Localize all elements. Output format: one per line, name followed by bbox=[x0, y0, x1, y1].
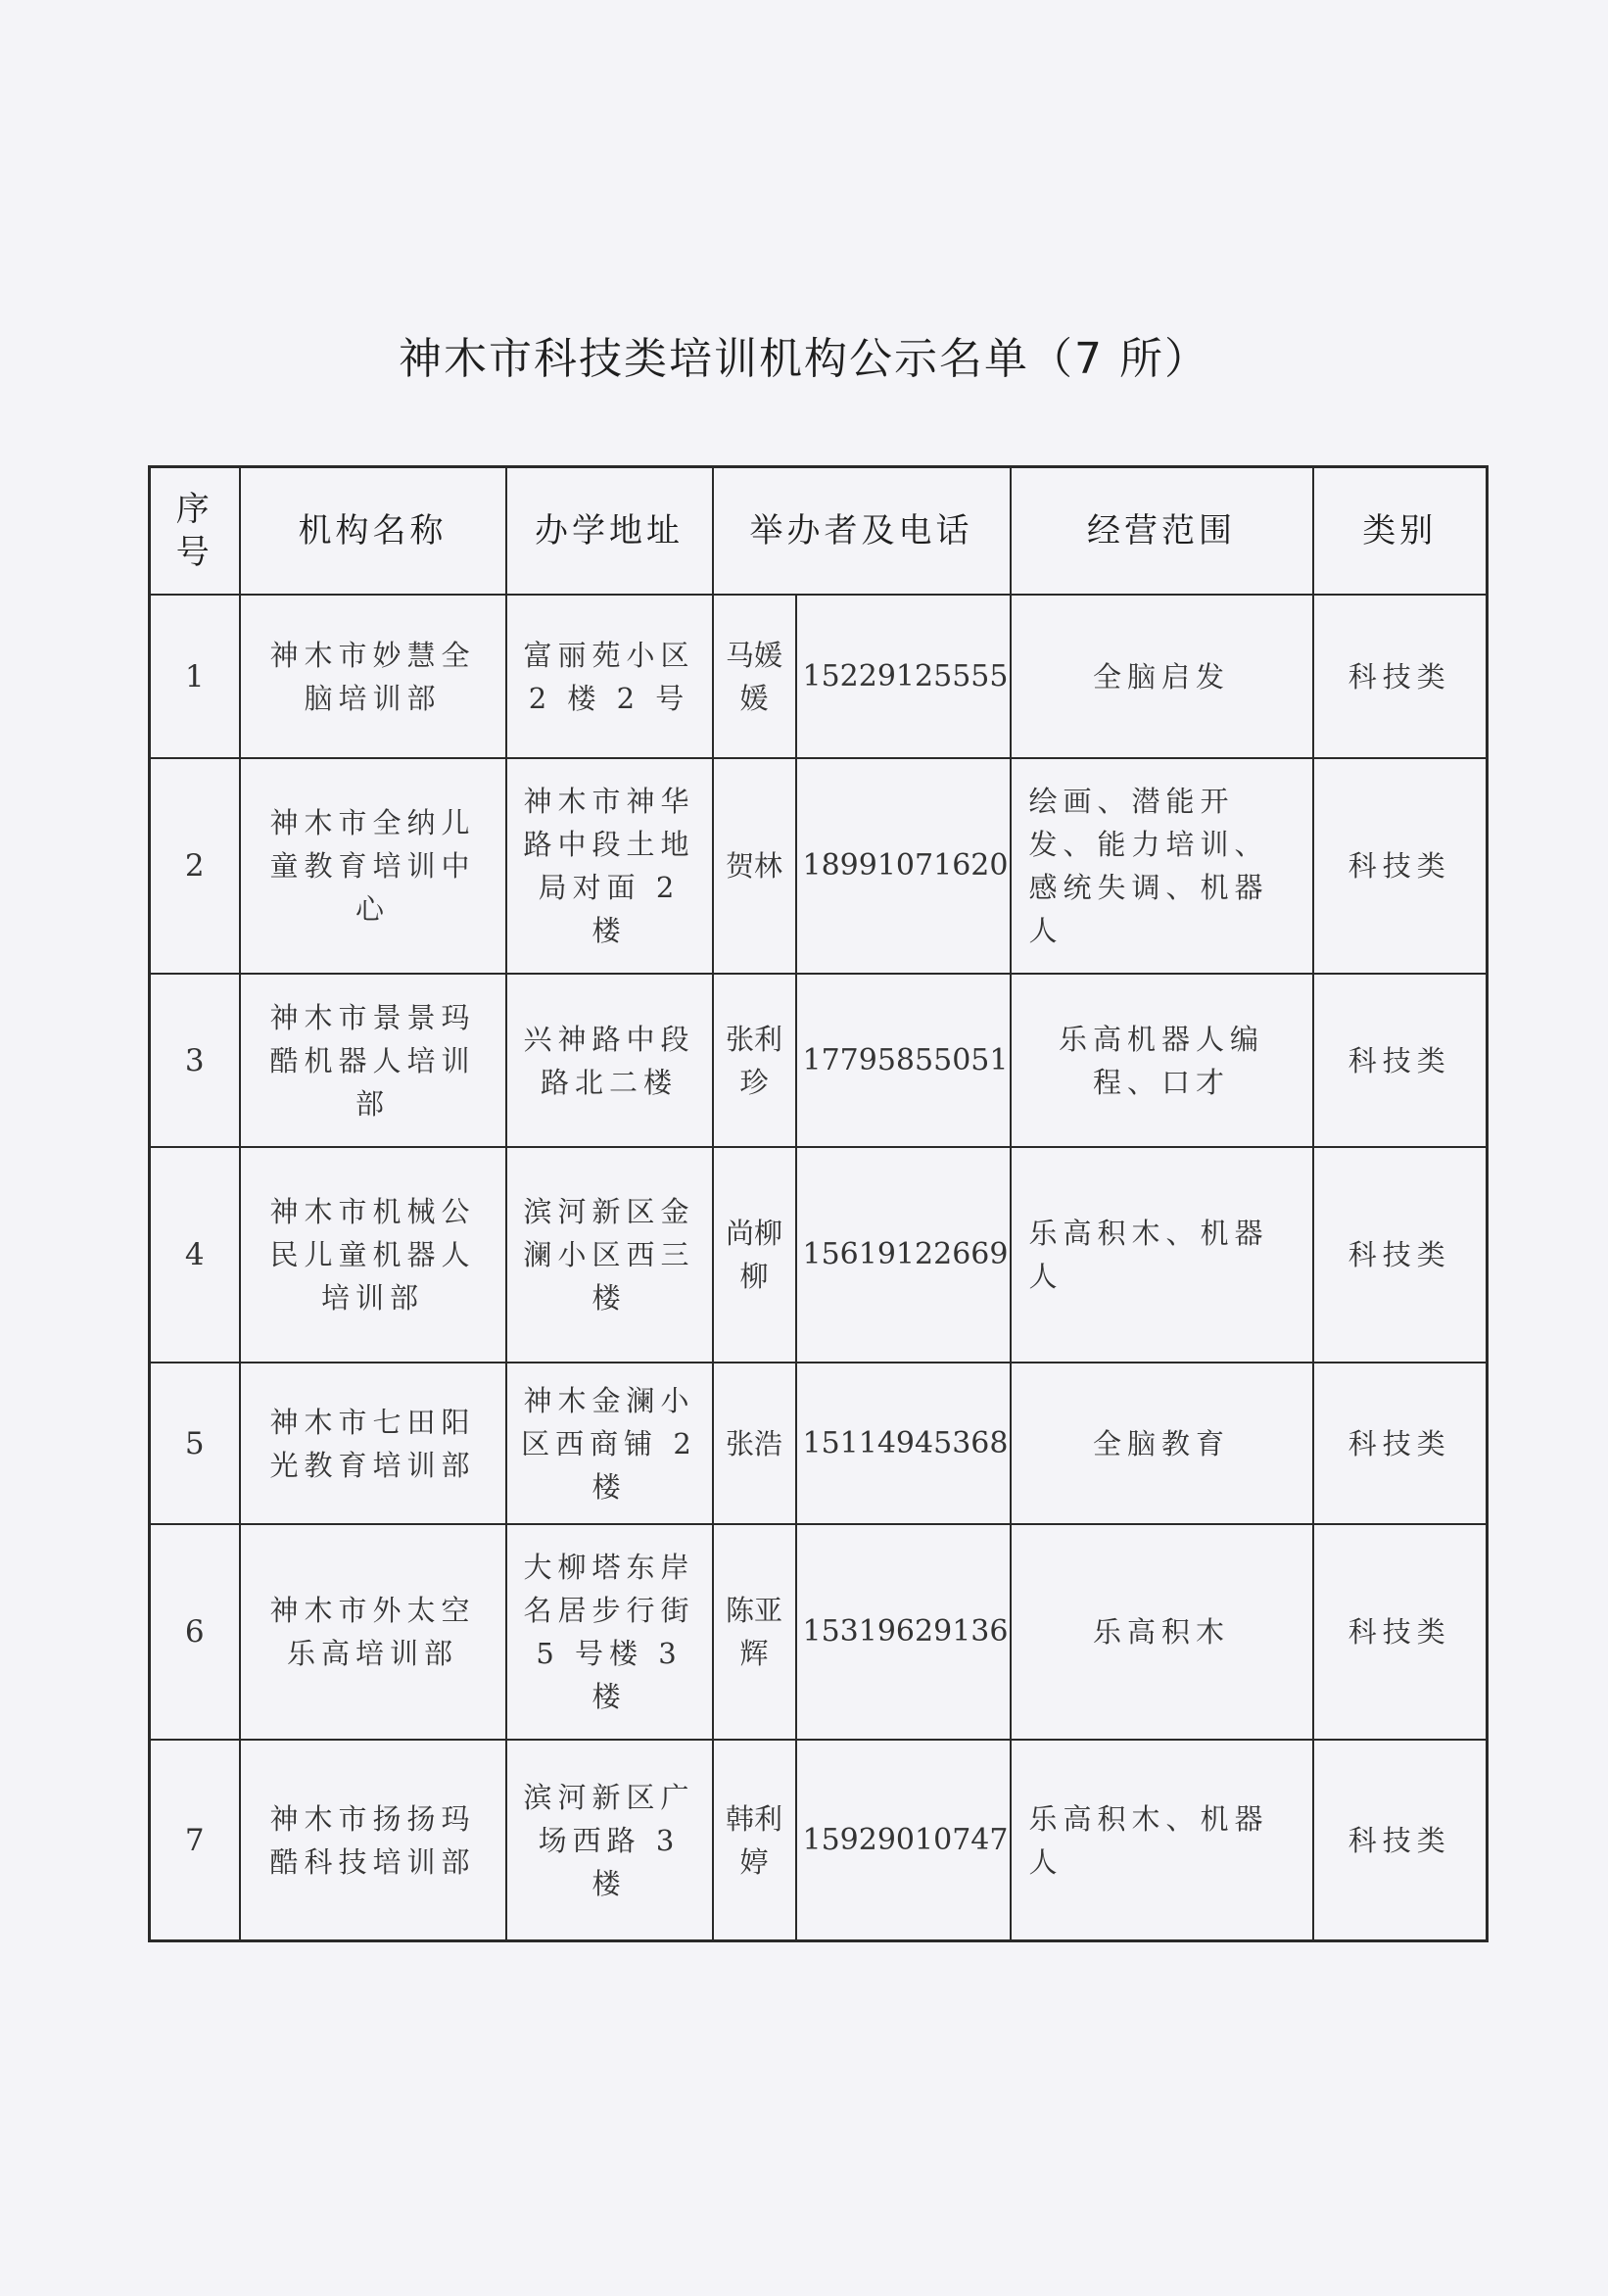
table-header-row bbox=[150, 467, 1488, 596]
cell-organizer: 陈亚辉 bbox=[713, 1524, 796, 1740]
cell-seq: 1 bbox=[150, 595, 240, 758]
table-row bbox=[150, 1524, 1488, 1740]
cell-address: 兴神路中段路北二楼 bbox=[506, 974, 713, 1147]
cell-seq: 3 bbox=[150, 974, 240, 1147]
cell-organizer: 贺林 bbox=[713, 758, 796, 974]
cell-organizer: 张浩 bbox=[713, 1363, 796, 1524]
cell-scope: 乐高积木、机器人 bbox=[1011, 1740, 1313, 1941]
cell-scope: 乐高积木、机器人 bbox=[1011, 1147, 1313, 1363]
cell-scope: 乐高积木 bbox=[1011, 1524, 1313, 1740]
cell-phone: 18991071620 bbox=[796, 758, 1011, 974]
table-row bbox=[150, 974, 1488, 1147]
cell-organizer: 张利珍 bbox=[713, 974, 796, 1147]
cell-seq: 5 bbox=[150, 1363, 240, 1524]
cell-address: 富丽苑小区 2 楼 2 号 bbox=[506, 595, 713, 758]
cell-seq: 2 bbox=[150, 758, 240, 974]
header-category: 类别 bbox=[1313, 467, 1488, 596]
cell-name: 神木市扬扬玛酷科技培训部 bbox=[240, 1740, 506, 1941]
cell-category: 科技类 bbox=[1313, 974, 1488, 1147]
cell-address: 大柳塔东岸名居步行街 5 号楼 3 楼 bbox=[506, 1524, 713, 1740]
cell-organizer: 马媛媛 bbox=[713, 595, 796, 758]
cell-phone: 15319629136 bbox=[796, 1524, 1011, 1740]
cell-phone: 15114945368 bbox=[796, 1363, 1011, 1524]
cell-name: 神木市全纳儿童教育培训中心 bbox=[240, 758, 506, 974]
cell-scope: 乐高机器人编程、口才 bbox=[1011, 974, 1313, 1147]
cell-seq: 7 bbox=[150, 1740, 240, 1941]
page-title: 神木市科技类培训机构公示名单（7 所） bbox=[399, 334, 1209, 384]
cell-seq: 6 bbox=[150, 1524, 240, 1740]
cell-name: 神木市七田阳光教育培训部 bbox=[240, 1363, 506, 1524]
cell-organizer: 尚柳柳 bbox=[713, 1147, 796, 1363]
header-address: 办学地址 bbox=[506, 467, 713, 596]
cell-scope: 绘画、潜能开发、能力培训、感统失调、机器人 bbox=[1011, 758, 1313, 974]
cell-organizer: 韩利婷 bbox=[713, 1740, 796, 1941]
cell-category: 科技类 bbox=[1313, 758, 1488, 974]
cell-phone: 15229125555 bbox=[796, 595, 1011, 758]
cell-category: 科技类 bbox=[1313, 595, 1488, 758]
cell-seq: 4 bbox=[150, 1147, 240, 1363]
cell-phone: 15619122669 bbox=[796, 1147, 1011, 1363]
table-row bbox=[150, 758, 1488, 974]
cell-name: 神木市景景玛酷机器人培训部 bbox=[240, 974, 506, 1147]
cell-name: 神木市妙慧全脑培训部 bbox=[240, 595, 506, 758]
header-organizer-phone: 举办者及电话 bbox=[713, 467, 1011, 596]
cell-address: 神木金澜小区西商铺 2 楼 bbox=[506, 1363, 713, 1524]
cell-phone: 17795855051 bbox=[796, 974, 1011, 1147]
header-name: 机构名称 bbox=[240, 467, 506, 596]
cell-category: 科技类 bbox=[1313, 1740, 1488, 1941]
cell-address: 滨河新区金澜小区西三楼 bbox=[506, 1147, 713, 1363]
header-seq: 序号 bbox=[150, 467, 240, 596]
institution-table bbox=[148, 465, 1489, 1942]
cell-scope: 全脑启发 bbox=[1011, 595, 1313, 758]
cell-address: 神木市神华路中段土地局对面 2 楼 bbox=[506, 758, 713, 974]
cell-category: 科技类 bbox=[1313, 1524, 1488, 1740]
cell-scope: 全脑教育 bbox=[1011, 1363, 1313, 1524]
cell-address: 滨河新区广场西路 3 楼 bbox=[506, 1740, 713, 1941]
table-row bbox=[150, 1740, 1488, 1941]
cell-phone: 15929010747 bbox=[796, 1740, 1011, 1941]
cell-name: 神木市机械公民儿童机器人培训部 bbox=[240, 1147, 506, 1363]
table-row bbox=[150, 1147, 1488, 1363]
table-row bbox=[150, 595, 1488, 758]
table-row bbox=[150, 1363, 1488, 1524]
cell-category: 科技类 bbox=[1313, 1147, 1488, 1363]
cell-name: 神木市外太空乐高培训部 bbox=[240, 1524, 506, 1740]
cell-category: 科技类 bbox=[1313, 1363, 1488, 1524]
header-scope: 经营范围 bbox=[1011, 467, 1313, 596]
